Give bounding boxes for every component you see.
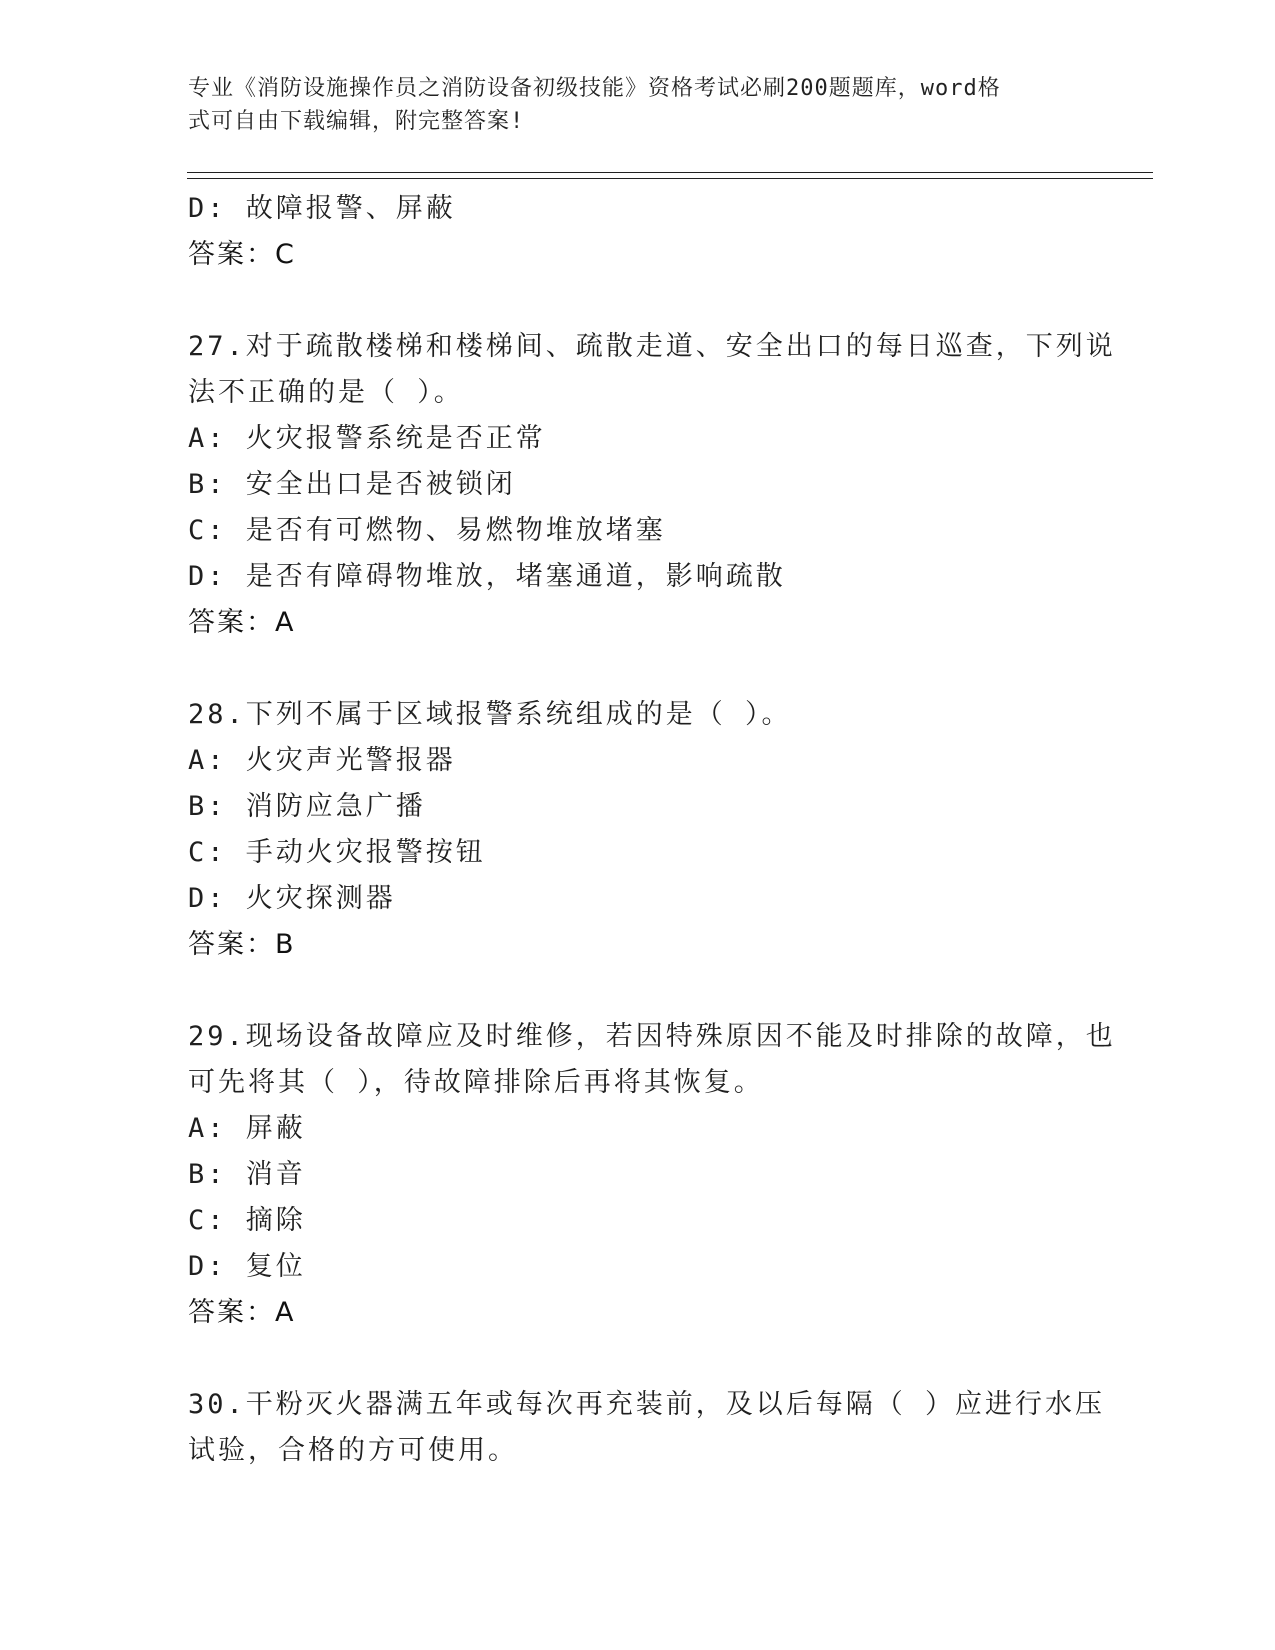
- q27-option-b: B: 安全出口是否被锁闭: [188, 469, 516, 500]
- q28-stem-line-1: 28.下列不属于区域报警系统组成的是（ ）。: [188, 699, 792, 730]
- q29-answer: 答案：A: [188, 1297, 296, 1328]
- q27-stem-line-1: 27.对于疏散楼梯和楼梯间、疏散走道、安全出口的每日巡查，下列说: [188, 331, 1116, 362]
- q27-option-d: D: 是否有障碍物堆放，堵塞通道，影响疏散: [188, 561, 786, 592]
- q27-stem-line-2: 法不正确的是（ ）。: [188, 377, 464, 408]
- document-header: [188, 72, 1088, 138]
- q28-option-c: C: 手动火灾报警按钮: [188, 837, 486, 868]
- q27-option-c: C: 是否有可燃物、易燃物堆放堵塞: [188, 515, 666, 546]
- q30-stem-line-2: 试验，合格的方可使用。: [188, 1435, 518, 1466]
- header-divider-bottom: [187, 178, 1153, 179]
- q30-stem-line-1: 30.干粉灭火器满五年或每次再充装前，及以后每隔（ ）应进行水压: [188, 1389, 1106, 1420]
- q27-option-a: A: 火灾报警系统是否正常: [188, 423, 546, 454]
- q28-option-d: D: 火灾探测器: [188, 883, 396, 914]
- question-content: [188, 186, 1116, 1474]
- header-line-2: 式可自由下载编辑，附完整答案!: [188, 109, 525, 134]
- q28-answer: 答案：B: [188, 929, 296, 960]
- question-27: [188, 324, 1116, 646]
- prev-answer: 答案：C: [188, 239, 296, 270]
- question-29: [188, 1014, 1116, 1336]
- q29-stem-line-2: 可先将其（ ），待故障排除后再将其恢复。: [188, 1067, 764, 1098]
- q28-option-b: B: 消防应急广播: [188, 791, 426, 822]
- question-30: [188, 1382, 1106, 1474]
- q29-option-c: C: 摘除: [188, 1205, 306, 1236]
- q29-stem-line-1: 29.现场设备故障应及时维修，若因特殊原因不能及时排除的故障，也: [188, 1021, 1116, 1052]
- question-28: [188, 692, 1088, 968]
- header-divider-top: [187, 172, 1153, 173]
- q27-answer: 答案：A: [188, 607, 296, 638]
- header-line-1: 专业《消防设施操作员之消防设备初级技能》资格考试必刷200题题库，word格: [188, 76, 1001, 101]
- q29-option-a: A: 屏蔽: [188, 1113, 306, 1144]
- prev-option-d: D: 故障报警、屏蔽: [188, 193, 456, 224]
- q29-option-b: B: 消音: [188, 1159, 306, 1190]
- q28-option-a: A: 火灾声光警报器: [188, 745, 456, 776]
- q29-option-d: D: 复位: [188, 1251, 306, 1282]
